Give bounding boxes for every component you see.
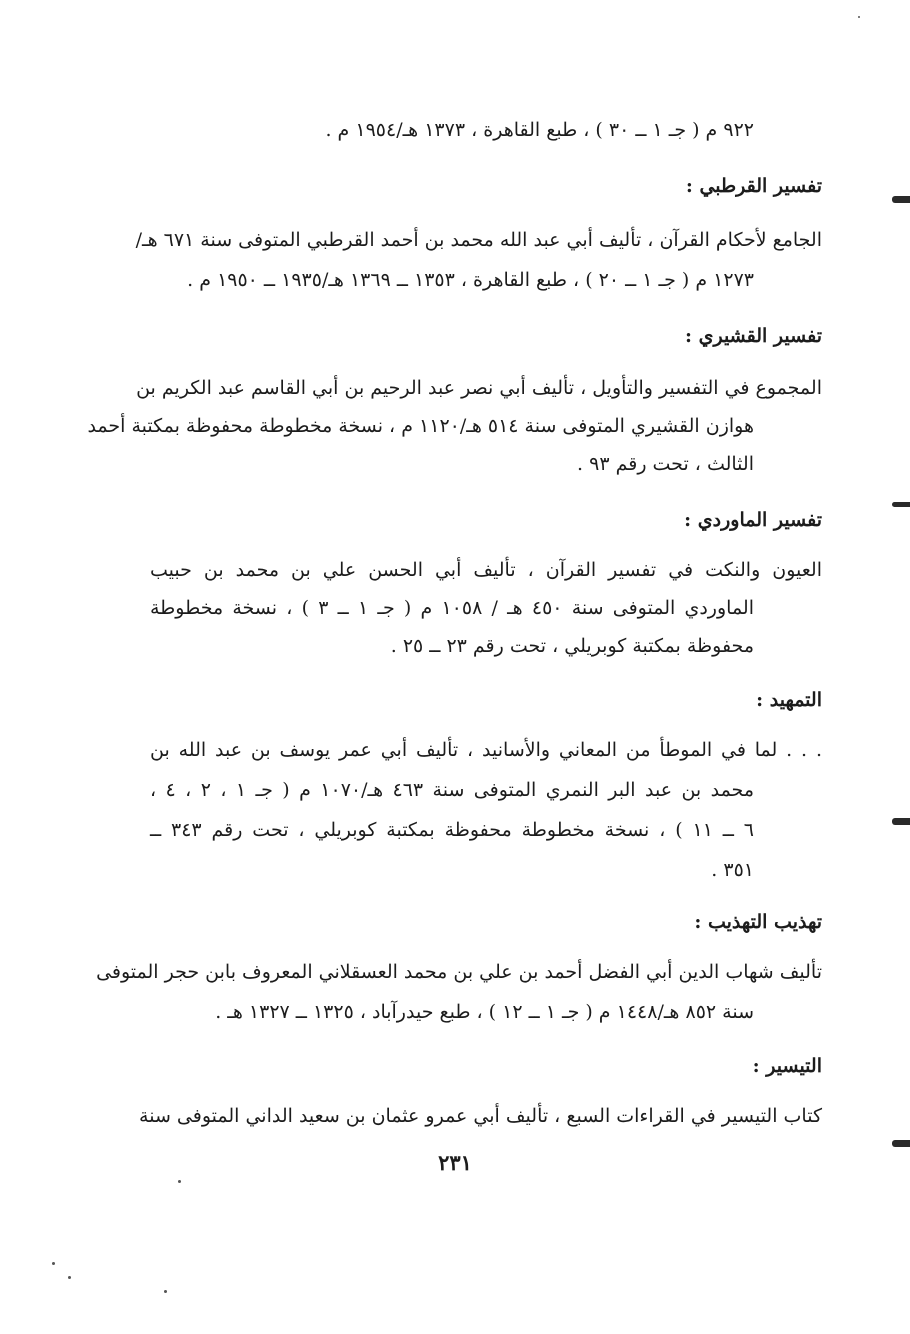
scan-speck: [858, 16, 860, 18]
scan-edge-mark: [892, 818, 910, 825]
entry-line: هوازن القشيري المتوفى سنة ٥١٤ هـ/١١٢٠ م ، نسخة مخطوطة محفوظة بمكتبة أحمد: [87, 415, 754, 437]
entry-line: الثالث ، تحت رقم ٩٣ .: [577, 453, 754, 475]
section-heading-qushayri: تفسير القشيري :: [684, 325, 822, 347]
entry-line: العيون والنكت في تفسير القرآن ، تأليف أبي الحسن علي بن محمد بن حبيب: [150, 559, 822, 581]
entry-line: . . . لما في الموطأ من المعاني والأسانيد ، تأليف أبي عمر يوسف بن عبد الله بن: [150, 739, 822, 761]
entry-line: ٦ ــ ١١ ) ، نسخة مخطوطة محفوظة بمكتبة كوبريلي ، تحت رقم ٣٤٣ ــ: [150, 819, 754, 841]
scan-edge-mark: [892, 196, 910, 203]
entry-line: محفوظة بمكتبة كوبريلي ، تحت رقم ٢٣ ــ ٢٥ .: [390, 635, 754, 657]
entry-line: ٣٥١ .: [711, 859, 754, 881]
section-heading-taysir: التيسير :: [752, 1055, 822, 1077]
page-number: ٢٣١: [438, 1150, 472, 1175]
scan-edge-mark: [892, 1140, 910, 1147]
scan-edge-mark: [892, 502, 910, 507]
section-heading-tamhid: التمهيد :: [756, 689, 822, 711]
entry-line: محمد بن عبد البر النمري المتوفى سنة ٤٦٣ هـ/١٠٧٠ م ( جـ ١ ، ٢ ، ٤ ،: [150, 779, 755, 801]
section-heading-qurtubi: تفسير القرطبي :: [685, 175, 822, 197]
entry-line: الجامع لأحكام القرآن ، تأليف أبي عبد الله محمد بن أحمد القرطبي المتوفى سنة ٦٧١ هـ/: [135, 229, 822, 251]
scan-speck: [68, 1276, 71, 1279]
entry-continuation-line: ٩٢٢ م ( جـ ١ ــ ٣٠ ) ، طبع القاهرة ، ١٣٧٣ هـ/١٩٥٤ م .: [325, 119, 754, 141]
section-heading-tahdhib: تهذيب التهذيب :: [694, 911, 822, 933]
scan-speck: [164, 1290, 167, 1293]
entry-line: الماوردي المتوفى سنة ٤٥٠ هـ / ١٠٥٨ م ( جـ ١ ــ ٣ ) ، نسخة مخطوطة: [150, 597, 754, 619]
scan-speck: [52, 1262, 55, 1265]
entry-line: كتاب التيسير في القراءات السبع ، تأليف أبي عمرو عثمان بن سعيد الداني المتوفى سنة: [139, 1105, 822, 1127]
entry-line: المجموع في التفسير والتأويل ، تأليف أبي نصر عبد الرحيم بن أبي القاسم عبد الكريم بن: [136, 377, 822, 399]
entry-line: تأليف شهاب الدين أبي الفضل أحمد بن علي بن محمد العسقلاني المعروف بابن حجر المتوفى: [96, 961, 822, 983]
entry-line: سنة ٨٥٢ هـ/١٤٤٨ م ( جـ ١ ــ ١٢ ) ، طبع حيدرآباد ، ١٣٢٥ ــ ١٣٢٧ هـ .: [215, 1001, 754, 1023]
section-heading-mawardi: تفسير الماوردي :: [684, 509, 822, 531]
scan-speck: [178, 1180, 181, 1183]
entry-line: ١٢٧٣ م ( جـ ١ ــ ٢٠ ) ، طبع القاهرة ، ١٣٥٣ ــ ١٣٦٩ هـ/١٩٣٥ ــ ١٩٥٠ م .: [187, 269, 754, 291]
